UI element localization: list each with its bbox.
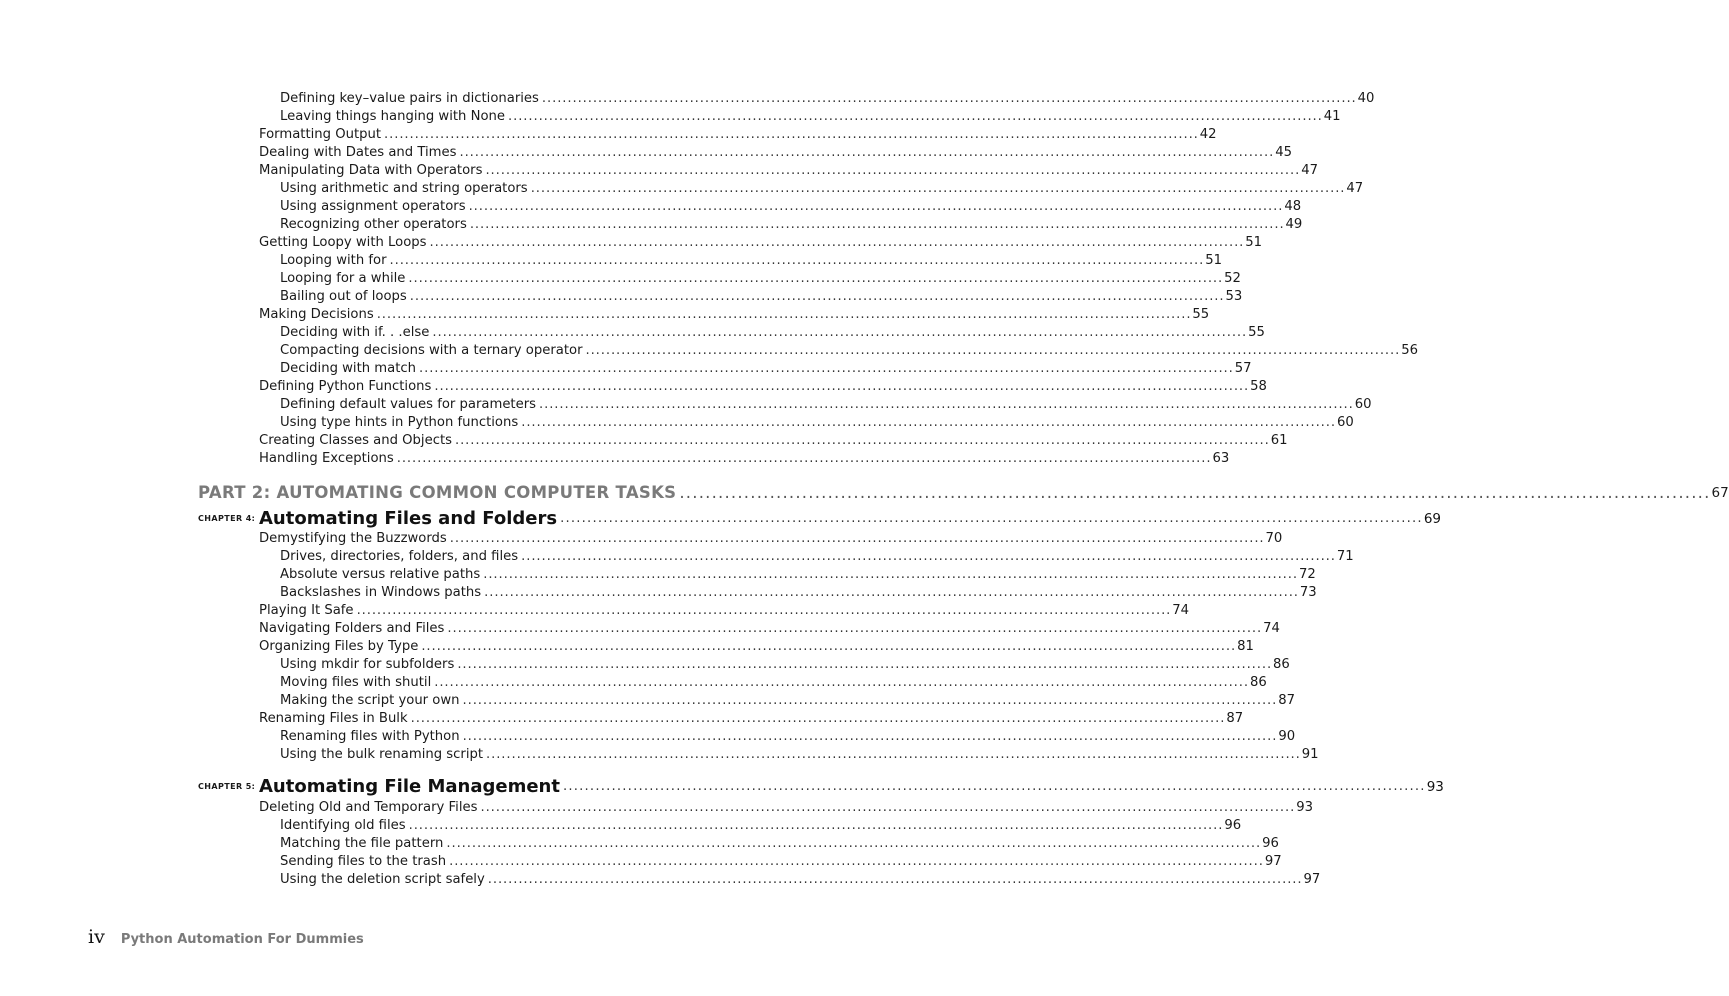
page-footer	[88, 926, 364, 950]
toc-subsection-entry[interactable]	[280, 360, 1252, 378]
dot-leader: ................................................................................................................................................................	[408, 818, 1224, 833]
toc-section-entry[interactable]	[259, 144, 1292, 162]
toc-subsection-entry[interactable]	[280, 674, 1267, 692]
toc-section-entry[interactable]	[259, 234, 1263, 252]
toc-chapter-entry[interactable]	[259, 774, 1444, 800]
toc-section-page-number: 74	[1172, 603, 1190, 618]
dot-leader: ................................................................................................................................................................	[384, 127, 1199, 142]
dot-leader: ................................................................................................................................................................	[468, 199, 1284, 214]
toc-section-page-number: 42	[1199, 127, 1217, 142]
toc-subsection-entry[interactable]	[280, 566, 1316, 584]
toc-section-entry[interactable]	[259, 126, 1217, 144]
toc-section-entry[interactable]	[259, 450, 1230, 468]
toc-section-page-number: 51	[1245, 235, 1263, 250]
toc-section-title: Formatting Output	[259, 127, 382, 142]
dot-leader: ................................................................................................................................................................	[408, 271, 1224, 286]
toc-section-entry[interactable]	[259, 162, 1318, 180]
toc-subsection-title: Using mkdir for subfolders	[280, 657, 455, 672]
dot-leader: ................................................................................................................................................................	[447, 621, 1263, 636]
toc-section-page-number: 55	[1192, 307, 1210, 322]
toc-subsection-title: Recognizing other operators	[280, 217, 467, 232]
toc-subsection-title: Looping with for	[280, 253, 387, 268]
dot-leader: ................................................................................................................................................................	[483, 567, 1298, 582]
toc-chapter-page-number: 93	[1426, 779, 1444, 795]
toc-subsection-entry[interactable]	[280, 835, 1279, 853]
toc-subsection-entry[interactable]	[280, 548, 1354, 566]
toc-subsection-entry[interactable]	[280, 396, 1372, 414]
toc-section-entry[interactable]	[259, 638, 1254, 656]
toc-subsection-entry[interactable]	[280, 342, 1418, 360]
toc-subsection-title: Using the bulk renaming script	[280, 747, 484, 762]
toc-subsection-entry[interactable]	[280, 324, 1265, 342]
toc-subsection-title: Defining default values for parameters	[280, 397, 537, 412]
toc-subsection-entry[interactable]	[280, 252, 1223, 270]
toc-subsection-entry[interactable]	[280, 198, 1302, 216]
toc-part-page-number: 67	[1711, 485, 1729, 501]
toc-section-title: Demystifying the Buzzwords	[259, 531, 447, 546]
toc-section-page-number: 47	[1301, 163, 1318, 178]
toc-part-title: PART 2: AUTOMATING COMMON COMPUTER TASKS	[198, 483, 677, 502]
toc-section-title: Navigating Folders and Files	[259, 621, 445, 636]
toc-subsection-page-number: 90	[1278, 729, 1296, 744]
toc-subsection-title: Using arithmetic and string operators	[280, 181, 528, 196]
toc-subsection-title: Backslashes in Windows paths	[280, 585, 482, 600]
dot-leader: ................................................................................................................................................................	[486, 747, 1301, 762]
dot-leader: ................................................................................................................................................................	[560, 511, 1423, 526]
toc-section-entry[interactable]	[259, 432, 1288, 450]
dot-leader: ................................................................................................................................................................	[469, 217, 1285, 232]
toc-chapter-page-number: 69	[1423, 511, 1441, 527]
toc-section-title: Creating Classes and Objects	[259, 433, 452, 448]
dot-leader: ................................................................................................................................................................	[457, 657, 1273, 672]
toc-subsection-entry[interactable]	[280, 692, 1296, 710]
toc-subsection-entry[interactable]	[280, 90, 1375, 108]
toc-subsection-entry[interactable]	[280, 584, 1317, 602]
dot-leader: ................................................................................................................................................................	[446, 836, 1262, 851]
toc-subsection-page-number: 56	[1401, 343, 1418, 358]
dot-leader: ................................................................................................................................................................	[485, 163, 1301, 178]
toc-chapter-title: Automating Files and Folders	[259, 508, 558, 529]
toc-section-entry[interactable]	[259, 378, 1267, 396]
toc-subsection-title: Using assignment operators	[280, 199, 466, 214]
toc-section-entry[interactable]	[259, 620, 1280, 638]
chapter-number-label: CHAPTER 4:	[198, 514, 256, 523]
toc-subsection-entry[interactable]	[280, 414, 1354, 432]
toc-chapter-title: Automating File Management	[259, 776, 560, 797]
toc-subsection-page-number: 47	[1346, 181, 1364, 196]
toc-subsection-page-number: 73	[1299, 585, 1317, 600]
toc-subsection-page-number: 48	[1284, 199, 1302, 214]
toc-subsection-title: Matching the file pattern	[280, 836, 444, 851]
toc-subsection-page-number: 96	[1224, 818, 1242, 833]
dot-leader: ................................................................................................................................................................	[449, 531, 1265, 546]
toc-section-title: Playing It Safe	[259, 603, 354, 618]
toc-subsection-page-number: 71	[1336, 549, 1354, 564]
toc-section-title: Handling Exceptions	[259, 451, 394, 466]
toc-section-page-number: 70	[1265, 531, 1283, 546]
toc-subsection-page-number: 60	[1354, 397, 1372, 412]
toc-subsection-page-number: 60	[1336, 415, 1354, 430]
dot-leader: ................................................................................................................................................................	[421, 639, 1237, 654]
toc-subsection-page-number: 49	[1285, 217, 1303, 232]
dot-leader: ................................................................................................................................................................	[541, 91, 1357, 106]
running-title: Python Automation For Dummies	[120, 932, 364, 947]
toc-subsection-title: Identifying old files	[280, 818, 406, 833]
dot-leader: ................................................................................................................................................................	[396, 451, 1212, 466]
toc-subsection-page-number: 51	[1205, 253, 1223, 268]
toc-section-page-number: 63	[1212, 451, 1230, 466]
toc-subsection-entry[interactable]	[280, 853, 1282, 871]
toc-subsection-page-number: 52	[1224, 271, 1241, 286]
dot-leader: ................................................................................................................................................................	[508, 109, 1323, 124]
toc-subsection-title: Bailing out of loops	[280, 289, 407, 304]
toc-section-title: Getting Loopy with Loops	[259, 235, 427, 250]
toc-subsection-entry[interactable]	[280, 270, 1241, 288]
toc-section-title: Organizing Files by Type	[259, 639, 419, 654]
toc-section-page-number: 87	[1226, 711, 1244, 726]
toc-subsection-page-number: 72	[1298, 567, 1316, 582]
toc-subsection-page-number: 97	[1264, 854, 1282, 869]
toc-section-title: Making Decisions	[259, 307, 374, 322]
toc-subsection-title: Leaving things hanging with None	[280, 109, 506, 124]
toc-subsection-page-number: 55	[1248, 325, 1265, 340]
toc-subsection-page-number: 97	[1303, 872, 1321, 887]
toc-section-title: Dealing with Dates and Times	[259, 145, 457, 160]
toc-section-title: Deleting Old and Temporary Files	[259, 800, 478, 815]
dot-leader: ................................................................................................................................................................	[432, 325, 1248, 340]
toc-subsection-title: Using type hints in Python functions	[280, 415, 519, 430]
dot-leader: ................................................................................................................................................................	[480, 800, 1296, 815]
toc-subsection-page-number: 86	[1273, 657, 1290, 672]
toc-section-title: Renaming Files in Bulk	[259, 711, 408, 726]
toc-subsection-entry[interactable]	[280, 728, 1296, 746]
dot-leader: ................................................................................................................................................................	[539, 397, 1354, 412]
toc-section-page-number: 45	[1275, 145, 1292, 160]
toc-subsection-title: Renaming files with Python	[280, 729, 460, 744]
dot-leader: ................................................................................................................................................................	[389, 253, 1205, 268]
toc-subsection-title: Using the deletion script safely	[280, 872, 485, 887]
toc-subsection-entry[interactable]	[280, 108, 1341, 126]
toc-chapter-entry[interactable]	[259, 506, 1441, 532]
page-number: iv	[88, 926, 105, 948]
dot-leader: ................................................................................................................................................................	[449, 854, 1264, 869]
dot-leader: ................................................................................................................................................................	[462, 693, 1278, 708]
toc-subsection-entry[interactable]	[280, 180, 1364, 198]
dot-leader: ................................................................................................................................................................	[530, 181, 1346, 196]
toc-subsection-entry[interactable]	[280, 656, 1290, 674]
dot-leader: ................................................................................................................................................................	[454, 433, 1270, 448]
toc-subsection-title: Deciding with if. . .else	[280, 325, 430, 340]
toc-subsection-title: Deciding with match	[280, 361, 417, 376]
toc-subsection-entry[interactable]	[280, 817, 1242, 835]
dot-leader: ................................................................................................................................................................	[459, 145, 1275, 160]
toc-subsection-title: Moving files with shutil	[280, 675, 432, 690]
dot-leader: ................................................................................................................................................................	[487, 872, 1303, 887]
toc-subsection-page-number: 91	[1301, 747, 1319, 762]
chapter-number-label: CHAPTER 5:	[198, 782, 256, 791]
toc-subsection-title: Drives, directories, folders, and files	[280, 549, 519, 564]
dot-leader: ................................................................................................................................................................	[410, 711, 1226, 726]
dot-leader: ................................................................................................................................................................	[585, 343, 1401, 358]
toc-section-page-number: 81	[1237, 639, 1254, 654]
toc-subsection-page-number: 41	[1323, 109, 1341, 124]
dot-leader: ................................................................................................................................................................	[521, 549, 1336, 564]
toc-subsection-title: Defining key–value pairs in dictionaries	[280, 91, 539, 106]
toc-subsection-page-number: 96	[1262, 836, 1279, 851]
toc-section-title: Manipulating Data with Operators	[259, 163, 483, 178]
toc-part-entry[interactable]	[198, 481, 1729, 505]
dot-leader: ................................................................................................................................................................	[434, 675, 1249, 690]
toc-section-entry[interactable]	[259, 602, 1190, 620]
toc-subsection-page-number: 53	[1225, 289, 1243, 304]
toc-subsection-page-number: 57	[1234, 361, 1252, 376]
toc-section-page-number: 74	[1263, 621, 1280, 636]
toc-subsection-page-number: 87	[1278, 693, 1296, 708]
toc-subsection-entry[interactable]	[280, 288, 1243, 306]
dot-leader: ................................................................................................................................................................	[679, 483, 1711, 502]
dot-leader: ................................................................................................................................................................	[462, 729, 1278, 744]
dot-leader: ................................................................................................................................................................	[521, 415, 1336, 430]
toc-subsection-title: Absolute versus relative paths	[280, 567, 481, 582]
dot-leader: ................................................................................................................................................................	[562, 779, 1426, 794]
toc-subsection-title: Looping for a while	[280, 271, 406, 286]
toc-subsection-title: Sending files to the trash	[280, 854, 447, 869]
toc-section-page-number: 58	[1250, 379, 1267, 394]
toc-subsection-entry[interactable]	[280, 216, 1303, 234]
toc-section-page-number: 61	[1270, 433, 1288, 448]
toc-section-entry[interactable]	[259, 799, 1313, 817]
dot-leader: ................................................................................................................................................................	[356, 603, 1172, 618]
dot-leader: ................................................................................................................................................................	[409, 289, 1225, 304]
toc-subsection-page-number: 40	[1357, 91, 1375, 106]
toc-section-page-number: 93	[1296, 800, 1313, 815]
dot-leader: ................................................................................................................................................................	[434, 379, 1250, 394]
toc-section-title: Defining Python Functions	[259, 379, 432, 394]
toc-subsection-entry[interactable]	[280, 871, 1321, 889]
dot-leader: ................................................................................................................................................................	[484, 585, 1299, 600]
dot-leader: ................................................................................................................................................................	[376, 307, 1192, 322]
toc-subsection-title: Compacting decisions with a ternary operator	[280, 343, 583, 358]
dot-leader: ................................................................................................................................................................	[429, 235, 1245, 250]
toc-subsection-page-number: 86	[1249, 675, 1267, 690]
dot-leader: ................................................................................................................................................................	[419, 361, 1234, 376]
toc-subsection-title: Making the script your own	[280, 693, 460, 708]
toc-section-entry[interactable]	[259, 530, 1283, 548]
toc-subsection-entry[interactable]	[280, 746, 1319, 764]
toc-section-entry[interactable]	[259, 710, 1244, 728]
toc-section-entry[interactable]	[259, 306, 1210, 324]
